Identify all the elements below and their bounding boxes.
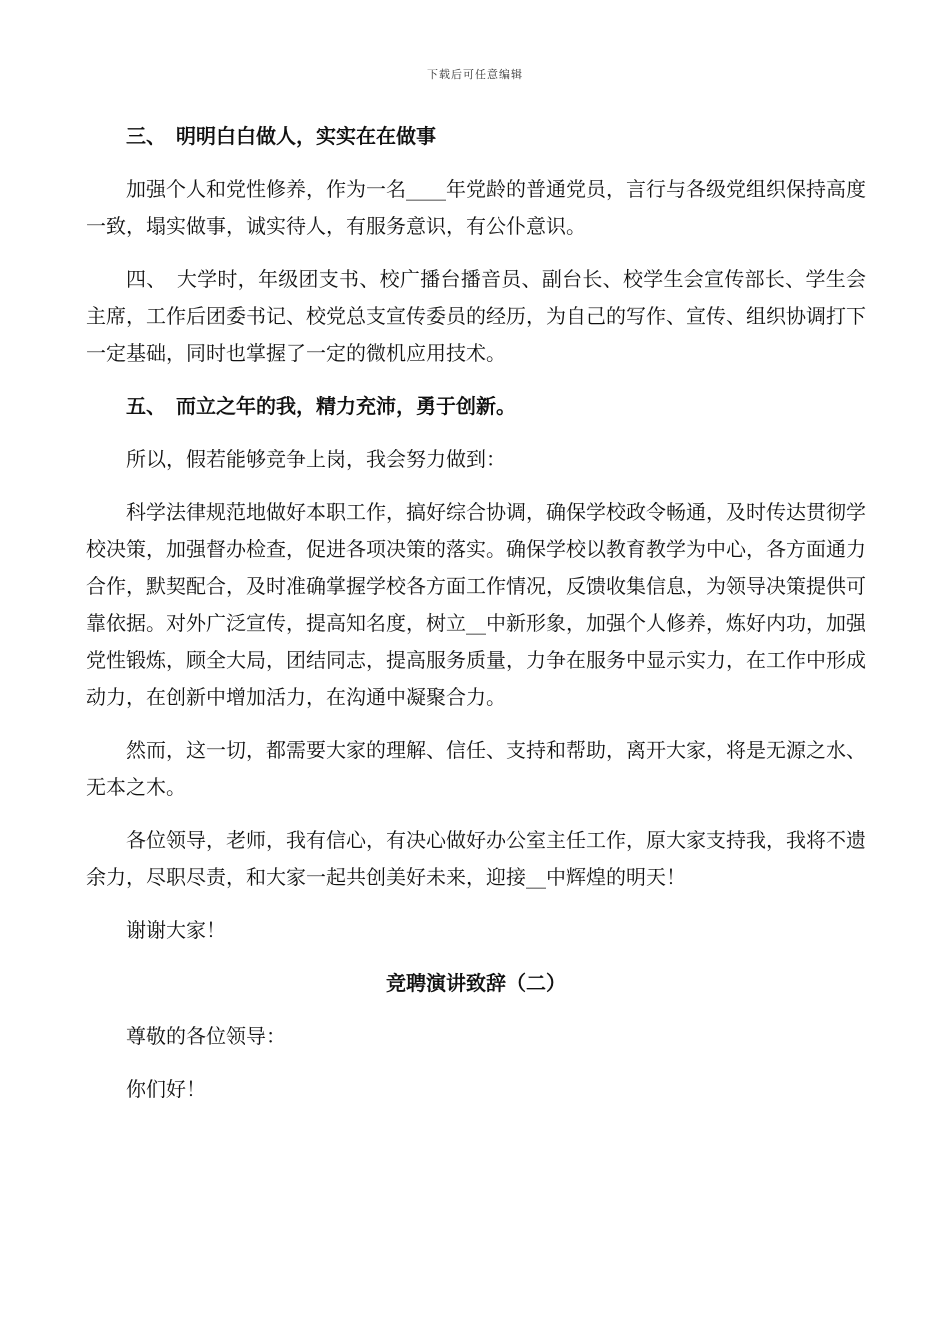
paragraph: 加强个人和党性修养，作为一名____年党龄的普通党员，言行与各级党组织保持高度一致，塌实做事，诚实待人，有服务意识，有公仆意识。 (86, 177, 866, 238)
salutation: 尊敬的各位领导： (126, 1024, 286, 1048)
paragraph: 谢谢大家！ (126, 918, 226, 942)
greeting: 你们好！ (126, 1077, 206, 1101)
paragraph: 科学法律规范地做好本职工作，搞好综合协调，确保学校政令畅通，及时传达贯彻学校决策，加强督办检查，促进各项决策的落实。确保学校以教育教学为中心，各方面通力合作，默契配合，及时准确掌握学校各方面工作情况，反馈收集信息，为领导决策提供可靠依据。对外广泛宣传，提高知名度，树立__中新形象，加强个人修养，炼好内功，加强党性锻炼，顾全大局，团结同志，提高服务质量，力争在服务中显示实力，在工作中形成动力，在创新中增加活力，在沟通中凝聚合力。 (86, 500, 866, 709)
speech-title: 竞聘演讲致辞（二） (386, 971, 566, 995)
section-heading-5: 五、 而立之年的我，精力充沛，勇于创新。 (126, 394, 516, 418)
document-body (86, 118, 866, 1124)
paragraph: 所以，假若能够竞争上岗，我会努力做到： (126, 447, 506, 471)
section-heading-3: 三、 明明白白做人，实实在在做事 (126, 124, 436, 148)
page-header: 下载后可任意编辑 (427, 68, 523, 81)
paragraph: 各位领导，老师，我有信心，有决心做好办公室主任工作，原大家支持我，我将不遗余力，尽职尽责，和大家一起共创美好未来，迎接__中辉煌的明天！ (86, 828, 866, 889)
paragraph: 四、 大学时，年级团支书、校广播台播音员、副台长、校学生会宣传部长、学生会主席，工作后团委书记、校党总支宣传委员的经历，为自己的写作、宣传、组织协调打下一定基础，同时也掌握了一定的微机应用技术。 (86, 267, 866, 365)
paragraph: 然而，这一切，都需要大家的理解、信任、支持和帮助，离开大家，将是无源之水、无本之木。 (86, 738, 866, 799)
